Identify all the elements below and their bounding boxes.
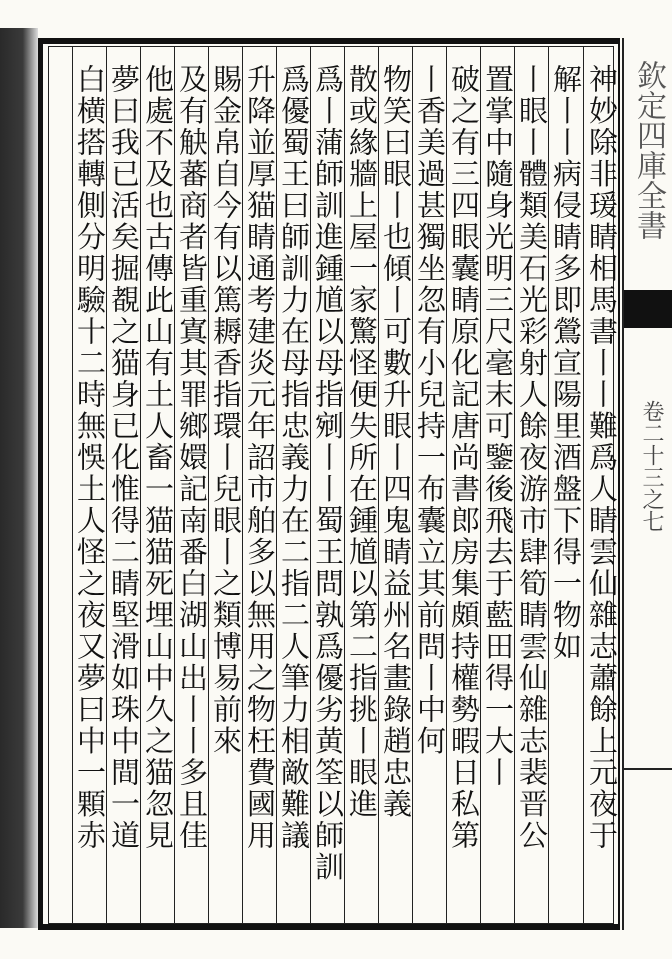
text-column-15: 夢曰我已活矣掘覩之猫身已化惟得二睛堅滑如珠中間一道 (107, 64, 141, 852)
text-column-10: 爲優蜀王曰師訓力在母指忠義力在二指二人筆力相敵難議 (277, 64, 311, 852)
text-column-1: 神妙除非瑗睛相馬書丨丨難爲人睛雲仙雜志蕭餘上元夜于 (585, 64, 619, 852)
running-title: 欽定四庫全書 (631, 60, 666, 240)
text-column-4: 置掌中隨身光明三尺毫末可鑒後飛去于藍田得一大丨 (481, 64, 515, 789)
text-column-8: 散或緣牆上屋一家驚怪便失所在鍾馗以第二指挑丨眼進 (345, 64, 379, 820)
text-column-13: 及有觖蕃商者皆重寘其罪鄉嬛記南番白湖山出丨丨多且佳 (175, 64, 209, 852)
text-column-11: 升降並厚猫睛通考建炎元年詔市舶多以無用之物枉費國用 (243, 64, 277, 852)
text-column-6: 丨香美過甚獨坐忽有小兒持一布囊立其前問丨中何 (413, 64, 447, 757)
text-column-12: 賜金帛自今有以篤耨香指環丨兒眼丨之類博易前來 (209, 64, 243, 757)
margin-rule (624, 768, 672, 770)
text-column-9: 爲丨蒲師訓進鍾馗以母指剜丨丨蜀王問孰爲優劣黄筌以師訓 (311, 64, 345, 883)
text-column-7: 物笑曰眼丨也傾丨可數升眼丨四鬼睛益州名畫錄趙忠義 (379, 64, 413, 820)
text-column-16: 白横搭轉側分明驗十二時無悞土人怪之夜又夢曰中一顆赤 (73, 64, 107, 852)
fish-tail-mark (624, 290, 672, 328)
text-column-2: 解丨丨病侵睛多即鶯宣陽里酒盤下得一物如 (549, 64, 583, 663)
binding-edge (0, 28, 38, 928)
text-column-3: 丨眼丨體類美石光彩射人餘夜游市肆筍睛雲仙雜志裴晋公 (515, 64, 549, 852)
text-column-5: 破之有三四眼囊睛原化記唐尚書郎房集頗持權勢暇日私第 (447, 64, 481, 852)
juan-label: 卷二十三之七 (639, 400, 664, 532)
text-column-14: 他處不及也古傳此山有土人畜一猫猫死埋山中久之猫忽見 (141, 64, 175, 852)
